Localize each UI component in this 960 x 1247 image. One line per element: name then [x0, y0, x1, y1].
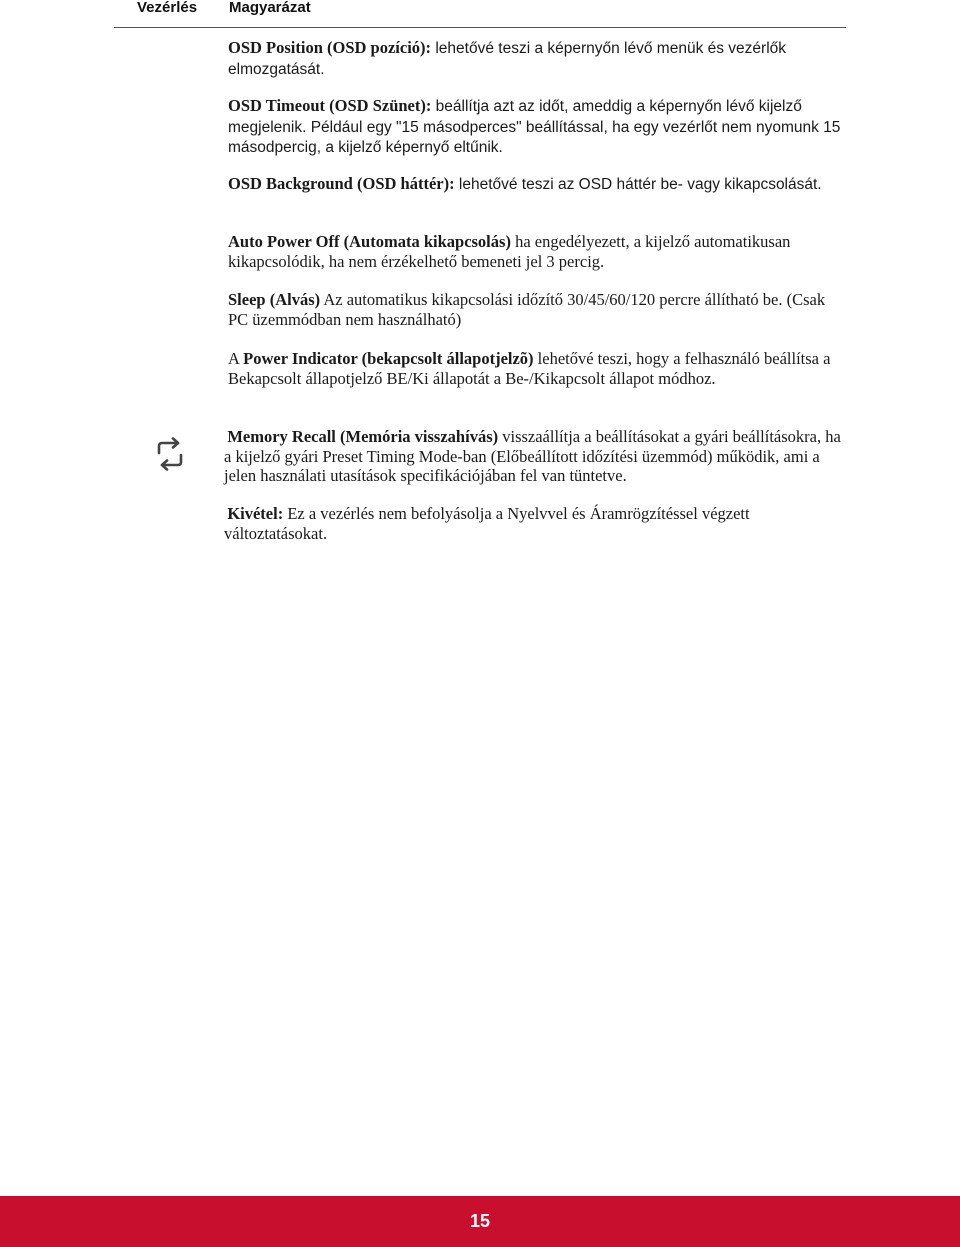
- column-header-control: Vezérlés: [137, 0, 198, 16]
- osd-background-paragraph: [228, 174, 848, 195]
- sleep-text: Az automatikus kikapcsolási időzítő 30/45/60/120 percre állítható be. (Csak PC üzemmódban nem használható): [228, 290, 826, 329]
- osd-timeout-title: OSD Timeout (OSD Szünet):: [228, 96, 432, 115]
- column-header-explanation: Magyarázat: [229, 0, 311, 16]
- power-indicator-text: lehetővé teszi, hogy a felhasználó beállítsa a Bekapcsolt állapotjelző BE/Ki állapotát a Be-/Kikapcsolt állapot módhoz.: [228, 349, 831, 388]
- osd-background-title: OSD Background (OSD háttér):: [228, 174, 455, 193]
- osd-position-paragraph: [228, 38, 848, 79]
- footer-bar: [0, 1196, 960, 1247]
- power-indicator-title: Power Indicator (bekapcsolt állapotjelzõ): [243, 349, 534, 368]
- header-divider: [114, 27, 846, 28]
- page-number: 15: [469, 1211, 491, 1231]
- sleep-title: Sleep (Alvás): [228, 290, 321, 309]
- osd-background-text: lehetővé teszi az OSD háttér be- vagy kikapcsolását.: [454, 176, 822, 193]
- auto-power-off-paragraph: [228, 232, 848, 271]
- power-indicator-prefix: A: [228, 349, 244, 368]
- osd-timeout-paragraph: [228, 96, 848, 158]
- power-indicator-paragraph: [228, 349, 848, 388]
- osd-timeout-text: beállítja azt az időt, ameddig a képernyőn lévő kijelző megjelenik. Például egy "15 másodperces" beállítással, ha egy vezérlőt nem nyomunk 15 másodpercig, a kijelző képernyő eltűnik.: [228, 98, 841, 156]
- memory-recall-title: Memory Recall (Memória visszahívás): [227, 427, 499, 446]
- osd-position-text: lehetővé teszi a képernyőn lévő menük és vezérlők elmozgatását.: [228, 40, 787, 78]
- exception-text: Ez a vezérlés nem befolyásolja a Nyelvvel és Áramrögzítéssel végzett változtatásokat.: [224, 504, 750, 543]
- memory-recall-text: visszaállítja a beállításokat a gyári beállításokra, ha a kijelző gyári Preset Timing Mode-ban (Előbeállított időzítési üzemmód) működik, ami a jelen használati utasítások specifikációjában fel van tüntetve.: [224, 427, 841, 485]
- auto-power-off-title: Auto Power Off (Automata kikapcsolás): [228, 232, 511, 251]
- osd-position-title: OSD Position (OSD pozíció):: [228, 38, 432, 57]
- sleep-paragraph: [228, 290, 848, 329]
- memory-recall-paragraph: [224, 427, 848, 486]
- exception-title: Kivétel:: [227, 504, 284, 523]
- refresh-icon: [152, 436, 188, 472]
- auto-power-off-text: ha engedélyezett, a kijelző automatikusan kikapcsolódik, ha nem érzékelhető bemeneti jel 3 percig.: [228, 232, 791, 271]
- exception-paragraph: [224, 504, 848, 543]
